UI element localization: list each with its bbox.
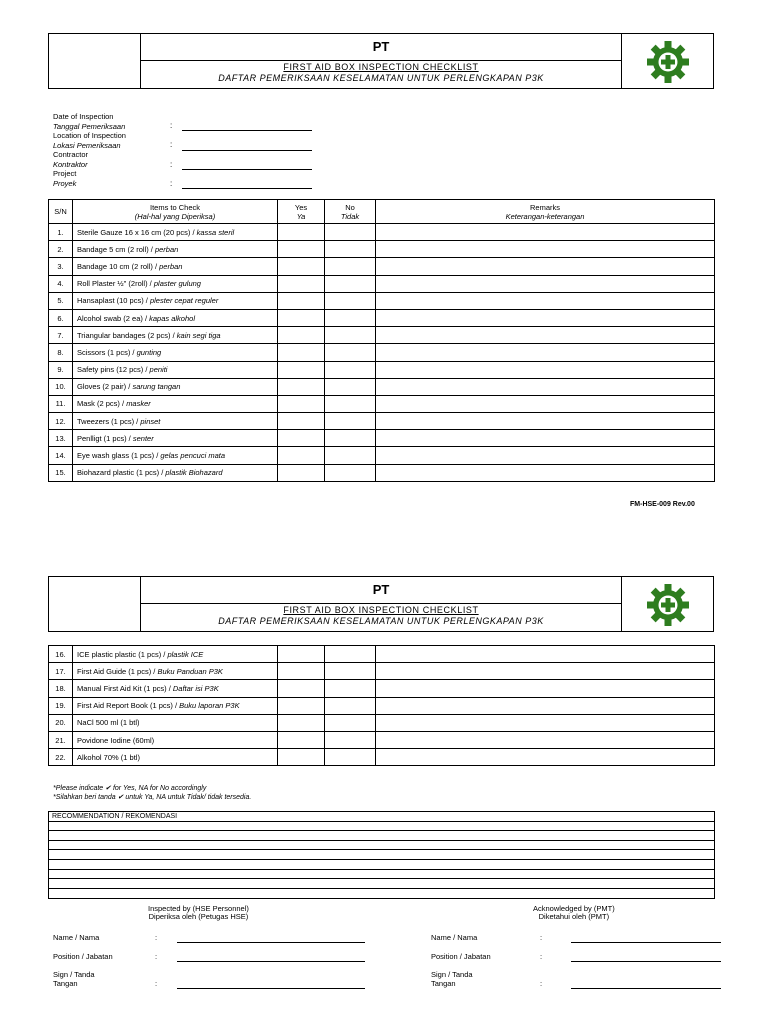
item-cell <box>73 309 278 326</box>
item-name-en: First Aid Report Book (1 pcs) / <box>77 701 180 711</box>
yes-cell[interactable] <box>278 646 325 663</box>
header-box-2 <box>48 576 714 632</box>
item-name-en: ICE plastic plastic (1 pcs) / <box>77 649 168 659</box>
item-cell <box>73 731 278 748</box>
item-name-id: Daftar isi P3K <box>172 683 219 693</box>
table-row <box>49 697 715 714</box>
item-name-en: Hansaplast (10 pcs) / <box>77 296 150 306</box>
table-row <box>49 309 715 326</box>
item-cell <box>73 447 278 464</box>
item-name-id: plester cepat reguler <box>149 296 219 306</box>
recommendation-line[interactable] <box>49 860 714 870</box>
item-name-id: plaster gulung <box>153 279 201 289</box>
no-cell[interactable] <box>325 241 376 258</box>
yes-cell[interactable] <box>278 224 325 241</box>
project-label: Project <box>53 169 77 178</box>
project-label-id: Proyek <box>53 178 77 188</box>
position-label-left: Position / Jabatan <box>53 952 113 961</box>
yes-cell[interactable] <box>278 413 325 430</box>
item-name-en: First Aid Guide (1 pcs) / <box>77 666 158 676</box>
item-name-id: perban <box>154 244 179 254</box>
sign-label-2: Tangan <box>431 979 456 988</box>
remarks-cell[interactable] <box>376 663 715 680</box>
row-number: 5. <box>49 292 73 309</box>
item-name-en: Tweezers (1 pcs) / <box>77 416 141 426</box>
position-field-right[interactable] <box>571 961 721 962</box>
item-name-id: perban <box>159 261 183 271</box>
sign-field-left[interactable] <box>177 988 365 989</box>
recommendation-line[interactable] <box>49 879 714 889</box>
sign-label-left <box>53 970 95 988</box>
item-cell <box>73 464 278 481</box>
item-name-en: Mask (2 pcs) / <box>77 399 127 409</box>
item-name-en: Roll Plaster ½" (2roll) / <box>77 279 154 289</box>
sign-label-1: Sign / Tanda <box>431 970 473 979</box>
colon: : <box>155 952 158 961</box>
colon: : <box>170 160 173 169</box>
row-number: 18. <box>49 680 73 697</box>
no-header-id: Tidak <box>340 211 360 221</box>
yes-header <box>278 200 325 224</box>
table-row <box>49 731 715 748</box>
no-cell[interactable] <box>325 361 376 378</box>
no-cell[interactable] <box>325 464 376 481</box>
inspected-by-title <box>148 905 249 921</box>
item-name-id: pinset <box>140 416 161 426</box>
item-name-en: Alkohol 70% (1 btl) <box>77 752 140 762</box>
recommendation-line[interactable] <box>49 841 714 851</box>
remarks-cell[interactable] <box>376 714 715 731</box>
table-row <box>49 663 715 680</box>
header-left-cell <box>49 34 141 88</box>
remarks-cell[interactable] <box>376 327 715 344</box>
gear-cross-icon <box>646 40 690 84</box>
date-field[interactable] <box>182 130 312 131</box>
item-name-en: Povidone Iodine (60ml) <box>77 735 155 745</box>
location-label-id: Lokasi Pemeriksaan <box>53 140 121 150</box>
colon: : <box>540 952 543 961</box>
no-cell[interactable] <box>325 663 376 680</box>
recommendation-title: RECOMMENDATION / REKOMENDASI <box>49 812 714 822</box>
item-cell <box>73 749 278 766</box>
header-logo-cell <box>621 34 713 88</box>
table-row <box>49 680 715 697</box>
item-name-id: masker <box>126 399 151 409</box>
table-row <box>49 275 715 292</box>
recommendation-line[interactable] <box>49 822 714 832</box>
no-cell[interactable] <box>325 413 376 430</box>
item-cell <box>73 413 278 430</box>
item-cell <box>73 224 278 241</box>
row-number: 14. <box>49 447 73 464</box>
row-number: 20. <box>49 714 73 731</box>
no-cell[interactable] <box>325 378 376 395</box>
yes-cell[interactable] <box>278 749 325 766</box>
inspected-by-id: Diperiksa oleh (Petugas HSE) <box>148 912 249 921</box>
item-name-en: Penlligt (1 pcs) / <box>77 433 133 443</box>
item-name-id: kain segi tiga <box>176 330 221 340</box>
no-cell[interactable] <box>325 275 376 292</box>
no-cell[interactable] <box>325 447 376 464</box>
yes-cell[interactable] <box>278 663 325 680</box>
yes-cell[interactable] <box>278 714 325 731</box>
notes <box>53 784 251 802</box>
item-cell <box>73 714 278 731</box>
item-cell <box>73 697 278 714</box>
item-name-en: Manual First Aid Kit (1 pcs) / <box>77 683 173 693</box>
item-name-en: Sterile Gauze 16 x 16 cm (20 pcs) / <box>77 227 197 237</box>
yes-cell[interactable] <box>278 697 325 714</box>
row-number: 10. <box>49 378 73 395</box>
item-name-en: NaCl 500 ml (1 btl) <box>77 718 140 728</box>
contractor-field[interactable] <box>182 169 312 170</box>
remarks-cell[interactable] <box>376 464 715 481</box>
colon: : <box>170 140 173 149</box>
no-cell[interactable] <box>325 731 376 748</box>
remarks-cell[interactable] <box>376 646 715 663</box>
row-number: 6. <box>49 309 73 326</box>
remarks-header-id: Keterangan-keterangan <box>505 211 585 221</box>
location-field[interactable] <box>182 150 312 151</box>
remarks-cell[interactable] <box>376 224 715 241</box>
remarks-cell[interactable] <box>376 344 715 361</box>
info-labels <box>53 112 126 188</box>
row-number: 7. <box>49 327 73 344</box>
item-name-en: Scissors (1 pcs) / <box>77 347 137 357</box>
yes-cell[interactable] <box>278 430 325 447</box>
form-subtitle: DAFTAR PEMERIKSAAN KESELAMATAN UNTUK PERLENGKAPAN P3K <box>218 616 544 626</box>
acknowledged-by-id: Diketahui oleh (PMT) <box>538 912 610 921</box>
row-number: 17. <box>49 663 73 680</box>
item-cell <box>73 275 278 292</box>
remarks-cell[interactable] <box>376 395 715 412</box>
item-cell <box>73 258 278 275</box>
row-number: 21. <box>49 731 73 748</box>
no-cell[interactable] <box>325 714 376 731</box>
row-number: 22. <box>49 749 73 766</box>
table-row <box>49 447 715 464</box>
no-cell[interactable] <box>325 292 376 309</box>
remarks-cell[interactable] <box>376 292 715 309</box>
yes-cell[interactable] <box>278 292 325 309</box>
acknowledged-by-en: Acknowledged by (PMT) <box>533 904 615 913</box>
gear-cross-icon <box>646 583 690 627</box>
recommendation-line[interactable] <box>49 850 714 860</box>
item-name-en: Alcohol swab (2 ea) / <box>77 313 150 323</box>
table-row <box>49 646 715 663</box>
sign-field-right[interactable] <box>571 988 721 989</box>
form-title: FIRST AID BOX INSPECTION CHECKLIST <box>283 605 479 615</box>
remarks-cell[interactable] <box>376 697 715 714</box>
no-cell[interactable] <box>325 327 376 344</box>
item-header-en: Items to Check <box>149 202 201 212</box>
colon: : <box>540 933 543 942</box>
note-en: *Please indicate ✔ for Yes, NA for No accordingly <box>53 785 207 792</box>
remarks-cell[interactable] <box>376 275 715 292</box>
no-cell[interactable] <box>325 697 376 714</box>
row-number: 15. <box>49 464 73 481</box>
colon: : <box>155 979 158 988</box>
company-name: PT <box>140 577 622 604</box>
row-number: 2. <box>49 241 73 258</box>
acknowledged-by-title <box>533 905 615 921</box>
item-header-id: (Hal-hal yang Diperiksa) <box>134 211 216 221</box>
item-cell <box>73 395 278 412</box>
remarks-cell[interactable] <box>376 447 715 464</box>
row-number: 19. <box>49 697 73 714</box>
sn-header: S/N <box>49 200 73 224</box>
item-name-en: Safety pins (12 pcs) / <box>77 365 150 375</box>
form-title: FIRST AID BOX INSPECTION CHECKLIST <box>283 62 479 72</box>
no-cell[interactable] <box>325 430 376 447</box>
header-box-1 <box>48 33 714 89</box>
item-name-en: Bandage 5 cm (2 roll) / <box>77 244 155 254</box>
form-subtitle: DAFTAR PEMERIKSAAN KESELAMATAN UNTUK PERLENGKAPAN P3K <box>218 73 544 83</box>
sign-label-1: Sign / Tanda <box>53 970 95 979</box>
table-row <box>49 344 715 361</box>
row-number: 11. <box>49 395 73 412</box>
contractor-label: Contractor <box>53 150 89 159</box>
recommendation-line[interactable] <box>49 831 714 841</box>
note-id: *Silahkan beri tanda ✔ untuk Ya, NA untuk Tidak/ tidak tersedia. <box>53 794 252 801</box>
yes-cell[interactable] <box>278 361 325 378</box>
name-label-left: Name / Nama <box>53 933 100 942</box>
contractor-label-id: Kontraktor <box>53 159 88 169</box>
no-cell[interactable] <box>325 680 376 697</box>
item-cell <box>73 361 278 378</box>
table-row <box>49 413 715 430</box>
yes-cell[interactable] <box>278 309 325 326</box>
yes-cell[interactable] <box>278 731 325 748</box>
item-name-en: Eye wash glass (1 pcs) / <box>77 451 161 461</box>
remarks-header <box>376 200 715 224</box>
row-number: 12. <box>49 413 73 430</box>
sign-label-right <box>431 970 473 988</box>
no-cell[interactable] <box>325 749 376 766</box>
table-row <box>49 430 715 447</box>
colon: : <box>170 179 173 188</box>
remarks-cell[interactable] <box>376 258 715 275</box>
no-cell[interactable] <box>325 224 376 241</box>
yes-cell[interactable] <box>278 680 325 697</box>
yes-cell[interactable] <box>278 447 325 464</box>
remarks-cell[interactable] <box>376 309 715 326</box>
table-row <box>49 361 715 378</box>
position-field-left[interactable] <box>177 961 365 962</box>
yes-cell[interactable] <box>278 258 325 275</box>
yes-cell[interactable] <box>278 395 325 412</box>
sign-label-2: Tangan <box>53 979 78 988</box>
table-row <box>49 378 715 395</box>
row-number: 16. <box>49 646 73 663</box>
item-cell <box>73 646 278 663</box>
table-row <box>49 749 715 766</box>
recommendation-box <box>48 811 715 899</box>
row-number: 3. <box>49 258 73 275</box>
name-field-left[interactable] <box>177 942 365 943</box>
remarks-cell[interactable] <box>376 680 715 697</box>
yes-cell[interactable] <box>278 344 325 361</box>
item-name-id: Buku laporan P3K <box>179 701 240 711</box>
remarks-cell[interactable] <box>376 731 715 748</box>
row-number: 13. <box>49 430 73 447</box>
header-logo-cell <box>621 577 713 631</box>
yes-header-en: Yes <box>294 202 308 212</box>
recommendation-line[interactable] <box>49 889 714 899</box>
item-cell <box>73 680 278 697</box>
item-header <box>73 200 278 224</box>
item-name-id: senter <box>132 433 154 443</box>
item-cell <box>73 430 278 447</box>
remarks-cell[interactable] <box>376 241 715 258</box>
inspected-by-en: Inspected by (HSE Personnel) <box>148 904 249 913</box>
position-label-right: Position / Jabatan <box>431 952 491 961</box>
remarks-cell[interactable] <box>376 749 715 766</box>
recommendation-line[interactable] <box>49 870 714 880</box>
no-cell[interactable] <box>325 344 376 361</box>
remarks-cell[interactable] <box>376 378 715 395</box>
checklist-table-2 <box>48 645 715 766</box>
item-name-id: kassa steril <box>196 227 235 237</box>
table-row <box>49 241 715 258</box>
item-cell <box>73 292 278 309</box>
item-name-id: peniti <box>149 365 168 375</box>
yes-cell[interactable] <box>278 464 325 481</box>
colon: : <box>155 933 158 942</box>
item-cell <box>73 663 278 680</box>
table-row <box>49 327 715 344</box>
table-row <box>49 714 715 731</box>
item-name-en: Bandage 10 cm (2 roll) / <box>77 261 160 271</box>
no-cell[interactable] <box>325 395 376 412</box>
table-row <box>49 292 715 309</box>
item-name-id: kapas alkohol <box>149 313 195 323</box>
no-header <box>325 200 376 224</box>
remarks-header-en: Remarks <box>529 202 560 212</box>
item-name-id: Buku Panduan P3K <box>157 666 223 676</box>
yes-cell[interactable] <box>278 275 325 292</box>
row-number: 8. <box>49 344 73 361</box>
no-cell[interactable] <box>325 646 376 663</box>
yes-cell[interactable] <box>278 241 325 258</box>
item-name-en: Biohazard plastic (1 pcs) / <box>77 468 166 478</box>
item-cell <box>73 327 278 344</box>
location-label: Location of Inspection <box>53 131 126 140</box>
form-code: FM-HSE-009 Rev.00 <box>630 501 695 508</box>
item-name-en: Triangular bandages (2 pcs) / <box>77 330 177 340</box>
project-field[interactable] <box>182 188 312 189</box>
item-cell <box>73 241 278 258</box>
table-row <box>49 395 715 412</box>
name-label-right: Name / Nama <box>431 933 478 942</box>
remarks-cell[interactable] <box>376 413 715 430</box>
row-number: 9. <box>49 361 73 378</box>
item-cell <box>73 378 278 395</box>
no-header-en: No <box>345 202 355 212</box>
row-number: 1. <box>49 224 73 241</box>
colon: : <box>540 979 543 988</box>
header-left-cell <box>49 577 141 631</box>
yes-cell[interactable] <box>278 327 325 344</box>
table-row <box>49 464 715 481</box>
checklist-table-1 <box>48 199 715 482</box>
yes-header-id: Ya <box>296 211 306 221</box>
table-row <box>49 258 715 275</box>
item-name-id: gunting <box>136 347 162 357</box>
row-number: 4. <box>49 275 73 292</box>
remarks-cell[interactable] <box>376 430 715 447</box>
item-cell <box>73 344 278 361</box>
remarks-cell[interactable] <box>376 361 715 378</box>
no-cell[interactable] <box>325 258 376 275</box>
date-label-id: Tanggal Pemeriksaan <box>53 121 126 131</box>
no-cell[interactable] <box>325 309 376 326</box>
yes-cell[interactable] <box>278 378 325 395</box>
name-field-right[interactable] <box>571 942 721 943</box>
item-name-id: plastik Biohazard <box>165 468 223 478</box>
colon: : <box>170 121 173 130</box>
item-name-en: Gloves (2 pair) / <box>77 382 133 392</box>
date-label: Date of Inspection <box>53 112 114 121</box>
item-name-id: gelas pencuci mata <box>160 451 225 461</box>
item-name-id: sarung tangan <box>132 382 181 392</box>
table-row <box>49 224 715 241</box>
company-name: PT <box>140 34 622 61</box>
item-name-id: plastik ICE <box>167 649 204 659</box>
